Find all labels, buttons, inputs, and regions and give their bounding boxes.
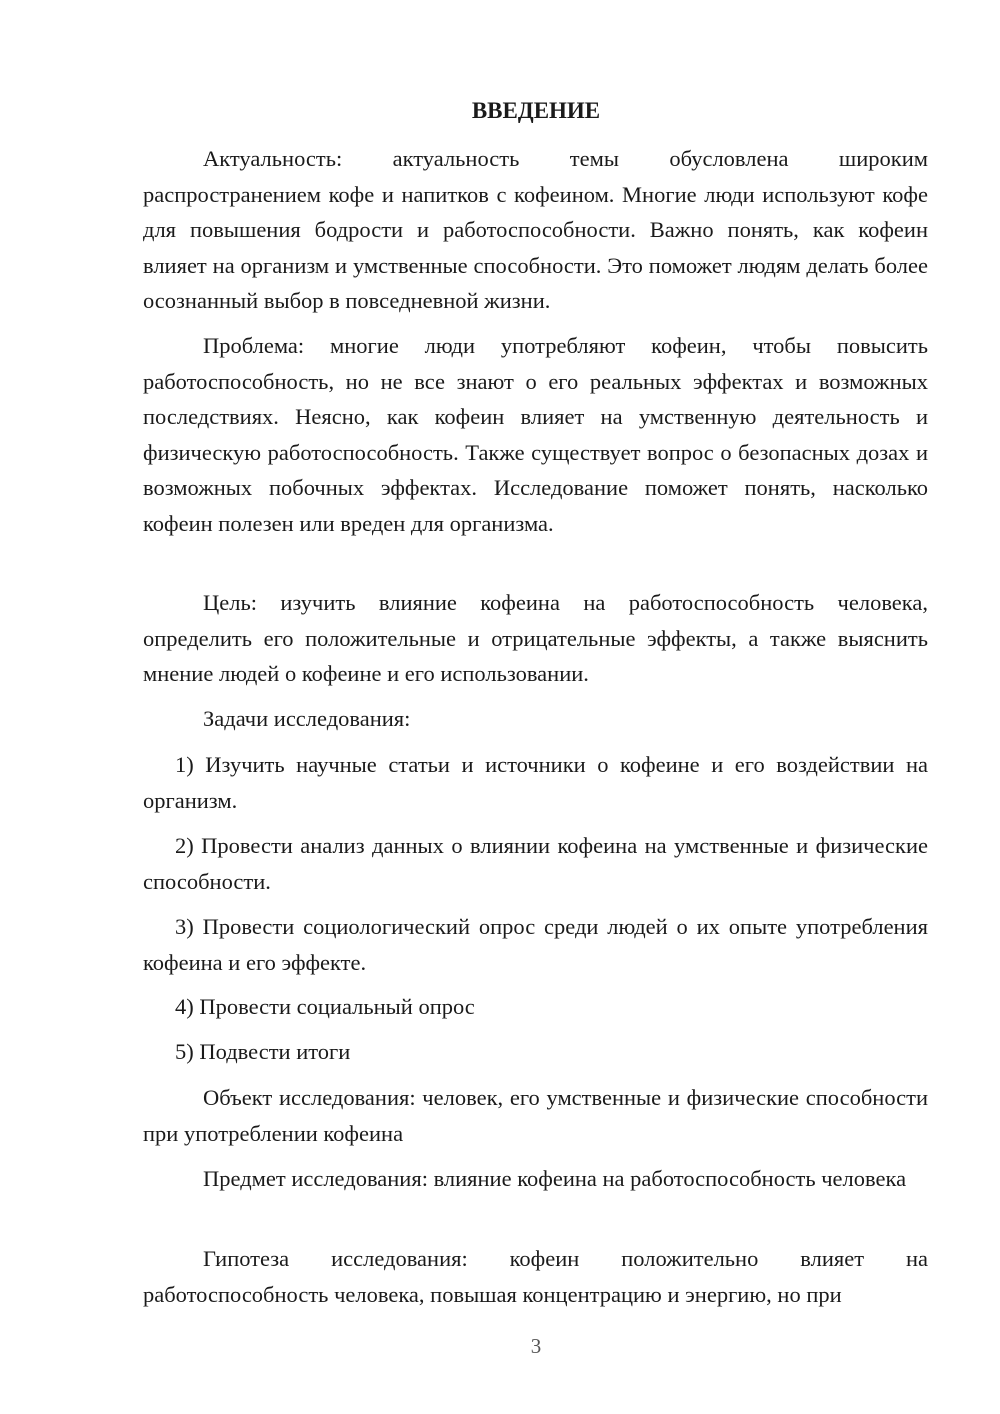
task-item-4: 4) Провести социальный опрос <box>175 994 475 1019</box>
goal-paragraph: Цель: изучить влияние кофеина на работоспособность человека, определить его положительные и отрицательные эффекты, а также выяснить мнение людей о кофеине и его использовании. <box>143 590 928 686</box>
object-paragraph: Объект исследования: человек, его умственные и физические способности при употреблении кофеина <box>143 1085 928 1146</box>
task-item-5: 5) Подвести итоги <box>175 1039 351 1064</box>
tasks-heading: Задачи исследования: <box>203 706 411 731</box>
page-title: ВВЕДЕНИЕ <box>471 98 601 123</box>
task-item-1: 1) Изучить научные статьи и источники о кофеине и его воздействии на организм. <box>143 752 928 813</box>
subject-paragraph: Предмет исследования: влияние кофеина на работоспособность человека <box>203 1166 907 1191</box>
problem-paragraph: Проблема: многие люди употребляют кофеин, чтобы повысить работоспособность, но не все знают о его реальных эффектах и возможных последствиях. Неясно, как кофеин влияет на умственную деятельность и физическую работоспособность. Также существует вопрос о безопасных дозах и возможных побочных эффектах. Исследование поможет понять, насколько кофеин полезен или вреден для организма. <box>143 333 928 536</box>
task-item-3: 3) Провести социологический опрос среди людей о их опыте употребления кофеина и его эффекте. <box>143 914 928 975</box>
relevance-paragraph: Актуальность: актуальность темы обусловлена широким распространением кофе и напитков с кофеином. Многие люди используют кофе для повышения бодрости и работоспособности. Важно понять, как кофеин влияет на организм и умственные способности. Это поможет людям делать более осознанный выбор в повседневной жизни. <box>143 146 928 313</box>
task-item-2: 2) Провести анализ данных о влиянии кофеина на умственные и физические способности. <box>143 833 928 894</box>
hypothesis-paragraph: Гипотеза исследования: кофеин положительно влияет на работоспособность человека, повышая концентрацию и энергию, но при <box>143 1246 928 1307</box>
page-number: 3 <box>530 1334 542 1358</box>
